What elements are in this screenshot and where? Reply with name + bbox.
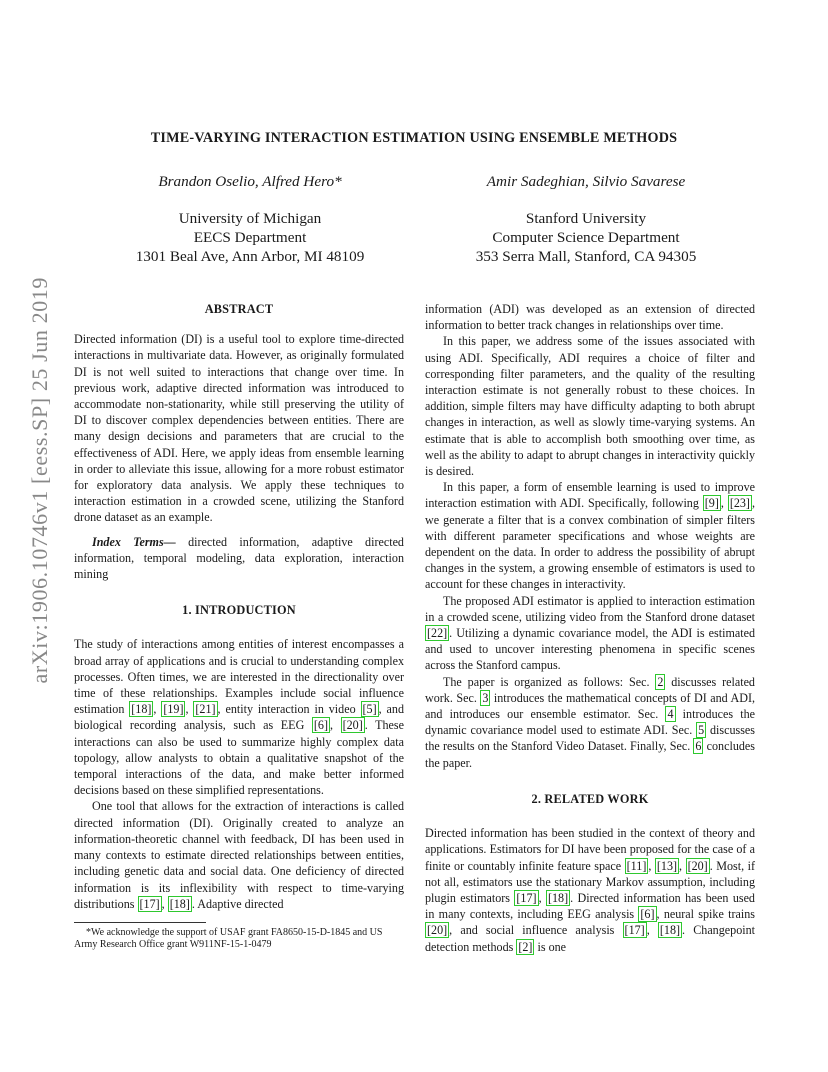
citation-link[interactable]: [23]	[729, 496, 750, 511]
author-names-left: Brandon Oselio, Alfred Hero*	[158, 173, 342, 190]
citation-link[interactable]: [20]	[342, 718, 363, 733]
intro-paragraph: One tool that allows for the extraction of interactions is called directed information (DI). Originally created to analyze an information-theoretic channel with feedback, DI has been used in many contexts to estimate directed relationships between entities, including genetic data and social data. One deficiency of directed information is its inflexibility with respect to time-varying distributions [17] , [18] . Adaptive directed	[74, 799, 404, 911]
author-block-left	[102, 172, 398, 266]
affiliation-line: Computer Science Department	[492, 229, 680, 246]
footnote-divider	[74, 922, 206, 923]
intro-paragraph: The study of interactions among entities of interest encompasses a broad array of applications and is crucial to understanding complex processes. Often times, we are interested in the directionality over time of these relationships. Examples include social influence estimation [18] , [19] , [21] , entity interaction in video [5] , and biological recording analysis, such as EEG [6] , [20] . These interactions can also be used to summarize highly complex data topology, allow analysts to obtain a qualitative snapshot of the temporal interactions of the data, and make better informed decisions based on these simplified representations.	[74, 637, 405, 798]
index-terms-text: directed information, adaptive directed information, temporal modeling, data exploration, interaction mining	[74, 534, 404, 582]
footnote: *We acknowledge the support of USAF grant FA8650-15-D-1845 and US Army Research Office grant W911NF-15-1-0479	[74, 926, 383, 951]
citation-link[interactable]: [20]	[427, 923, 448, 938]
arxiv-id: arXiv:1906.10746v1 [eess.SP] 25 Jun 2019	[27, 276, 52, 684]
citation-link[interactable]: [6]	[313, 718, 328, 733]
citation-link[interactable]: [13]	[656, 858, 678, 873]
body-paragraph: In this paper, a form of ensemble learning is used to improve interaction estimation with ADI. Specifically, following [9] , [23] , we generate a filter that is a convex combination of simpler filters with different parameter specifications and whose weights are dependent on the data. In order to address the possibility of abrupt changes in the system, a growing ensemble of estimators is used to account for these changes in interactivity.	[425, 480, 755, 592]
citation-link[interactable]: [17]	[624, 923, 645, 938]
affiliation-line: 1301 Beal Ave, Ann Arbor, MI 48109	[135, 248, 365, 265]
intro-heading: 1. INTRODUCTION	[182, 603, 296, 618]
left-column	[74, 301, 404, 952]
section-link[interactable]: 5	[698, 723, 705, 738]
abstract-heading: ABSTRACT	[204, 302, 274, 316]
citation-link[interactable]: [11]	[626, 858, 647, 873]
citation-link[interactable]: [18]	[169, 896, 190, 911]
citation-link[interactable]: [9]	[704, 496, 719, 511]
citation-link[interactable]: [5]	[362, 702, 377, 717]
body-paragraph: In this paper, we address some of the issues associated with using ADI. Specifically, ADI requires a choice of filter and corresponding filter parameters, and the quality of the resulting interaction estimate is not generally robust to these choices. In addition, simple filters may have difficulty adapting to both abrupt changes in interaction, as well as slowly time-varying systems. An estimate that is able to accomplish both smoothing over time, as well as the ability to adapt to abrupt changes in interactivity quickly is desired.	[425, 334, 755, 479]
abstract-text: Directed information (DI) is a useful tool to explore time-directed interactions in multivariate data. However, as originally formulated DI is not well suited to interactions that change over time. In previous work, adaptive directed information was introduced to accommodate non-stationarity, while still preserving the utility of DI to discover complex dependencies between entities. There are many design decisions and parameters that are crucial to the effectiveness of ADI. Here, we apply ideas from ensemble learning in order to alleviate this issue, allowing for a more robust estimator for exploratory data analysis. We apply these techniques to interaction estimation in a crowded scene, utilizing the Stanford drone dataset as an example.	[74, 332, 404, 525]
author-names-right: Amir Sadeghian, Silvio Savarese	[486, 173, 686, 190]
citation-link[interactable]: [21]	[195, 702, 216, 717]
body-paragraph: The proposed ADI estimator is applied to interaction estimation in a crowded scene, utilizing video from the Stanford drone dataset [22] . Utilizing a dynamic covariance model, the ADI is estimated and used to uncover interesting phenomena in specific scenes across the Stanford campus.	[425, 593, 755, 673]
affiliation-line: University of Michigan	[178, 210, 322, 227]
citation-link[interactable]: [2]	[518, 939, 533, 954]
body-paragraph: information (ADI) was developed as an extension of directed information to better track changes in relationships over time.	[425, 302, 755, 333]
affiliation-line: 353 Serra Mall, Stanford, CA 94305	[475, 248, 697, 265]
citation-link[interactable]: [6]	[640, 907, 655, 922]
citation-link[interactable]: [20]	[687, 858, 708, 873]
citation-link[interactable]: [19]	[163, 702, 184, 717]
index-terms-label: Index Terms—	[92, 534, 176, 549]
section-link[interactable]: 2	[657, 674, 664, 689]
paper-title: TIME-VARYING INTERACTION ESTIMATION USING ENSEMBLE METHODS	[150, 130, 678, 146]
affiliation-line: Stanford University	[525, 210, 647, 227]
body-paragraph: The paper is organized as follows: Sec. 2 discusses related work. Sec. 3 introduces the mathematical concepts of DI and ADI, and introduces our ensemble estimator. Sec. 4 introduces the dynamic covariance model used to estimate ADI. Sec. 5 discusses the results on the Stanford Video Dataset. Finally, Sec. 6 concludes the paper.	[425, 674, 756, 770]
citation-link[interactable]: [18]	[547, 890, 569, 905]
body-paragraph: Directed information has been studied in the context of theory and applications. Estimators for DI have been proposed for the case of a finite or countably infinite feature space [11] , [13] , [20] . Most, if not all, estimators use the stationary Markov assumption, including plugin estimators [17] , [18] . Directed information has been used in many contexts, including EEG analysis [6] , neural spike trains [20] , and social influence analysis [17] , [18] . Changepoint detection methods [2] is one	[425, 826, 756, 954]
affiliation-line: EECS Department	[193, 229, 307, 246]
section-link[interactable]: 6	[695, 739, 702, 754]
author-block-right	[438, 172, 734, 266]
citation-link[interactable]: [18]	[131, 702, 152, 717]
citation-link[interactable]: [17]	[139, 896, 160, 911]
related-work-heading: 2. RELATED WORK	[531, 791, 649, 806]
section-link[interactable]: 3	[482, 690, 489, 705]
right-column	[425, 301, 755, 955]
arxiv-stamp	[24, 276, 56, 684]
citation-link[interactable]: [17]	[516, 890, 537, 905]
index-terms	[74, 534, 404, 583]
citation-link[interactable]: [18]	[659, 923, 681, 938]
section-link[interactable]: 4	[667, 707, 674, 722]
citation-link[interactable]: [22]	[427, 626, 448, 641]
